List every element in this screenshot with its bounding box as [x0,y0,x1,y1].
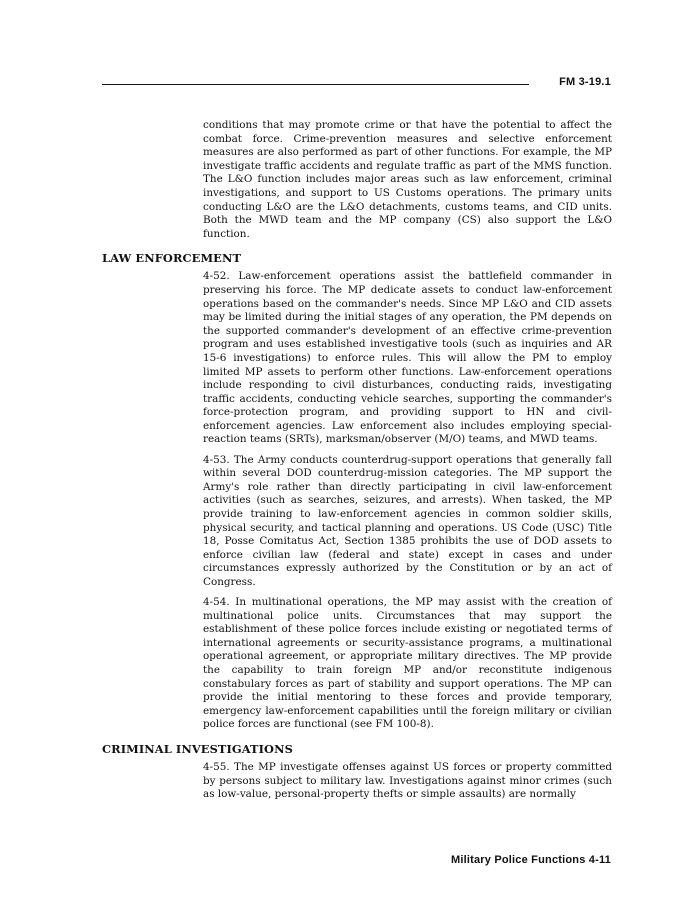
paragraph-4-52: 4-52. Law-enforcement operations assist the battlefield commander in preserving his force. The MP dedicate assets to conduct law-enforcement operations based on the commander's needs. Since MP L&O and CID assets may be limited during the initial stages of any operation, the PM depends on the supported commander's development of an effective crime-prevention program and uses established investigative tools (such as inquiries and AR 15-6 investigations) to enforce rules. This will allow the PM to employ limited MP assets to perform other functions. Law-enforcement operations include responding to civil disturbances, conducting raids, investigating traffic accidents, conducting vehicle searches, supporting the commander's force-protection program, and providing support to HN and civil-enforcement agencies. Law enforcement also includes employing special-reaction teams (SRTs), marksman/observer (M/O) teams, and MWD teams. [203,270,612,446]
header-rule [102,84,529,85]
section-heading-law-enforcement: LAW ENFORCEMENT [102,251,242,266]
intro-paragraph: conditions that may promote crime or that have the potential to affect the combat force. Crime-prevention measures and selective enforcement measures are also performed as part of other functions. For example, the MP investigate traffic accidents and regulate traffic as part of the MMS function. The L&O function includes major areas such as law enforcement, criminal investigations, and support to US Customs operations. The primary units conducting L&O are the L&O detachments, customs teams, and CID units. Both the MWD team and the MP company (CS) also support the L&O function. [203,119,612,240]
paragraph-4-55: 4-55. The MP investigate offenses against US forces or property committed by persons subject to military law. Investigations against minor crimes (such as low-value, personal-property thefts or simple assaults) are normally [203,760,612,801]
section-heading-criminal-investigations: CRIMINAL INVESTIGATIONS [102,741,293,756]
page-body [102,119,612,808]
running-head-manual-id: FM 3-19.1 [559,76,611,88]
paragraph-4-53: 4-53. The Army conducts counterdrug-support operations that generally fall within several DOD counterdrug-mission categories. The MP support the Army's role rather than directly participating in civil law-enforcement activities (such as searches, seizures, and arrests). When tasked, the MP provide training to law-enforcement agencies in common soldier skills, physical security, and tactical planning and operations. US Code (USC) Title 18, Posse Comitatus Act, Section 1385 prohibits the use of DOD assets to enforce civilian law (federal and state) except in cases and under circumstances expressly authorized by the Constitution or by an act of Congress. [203,453,612,588]
paragraph-4-54: 4-54. In multinational operations, the MP may assist with the creation of multinational police units. Circumstances that may support the establishment of these police forces include existing or negotiated terms of international agreements or security-assistance programs, a multinational operational agreement, or appropriate military directives. The MP provide the capability to train foreign MP and/or reconstitute indigenous constabulary forces as part of stability and support operations. The MP can provide the initial mentoring to these forces and provide temporary, emergency law-enforcement capabilities until the foreign military or civilian police forces are functional (see FM 100-8). [203,596,612,731]
running-foot-title: Military Police Functions 4-11 [450,854,611,866]
